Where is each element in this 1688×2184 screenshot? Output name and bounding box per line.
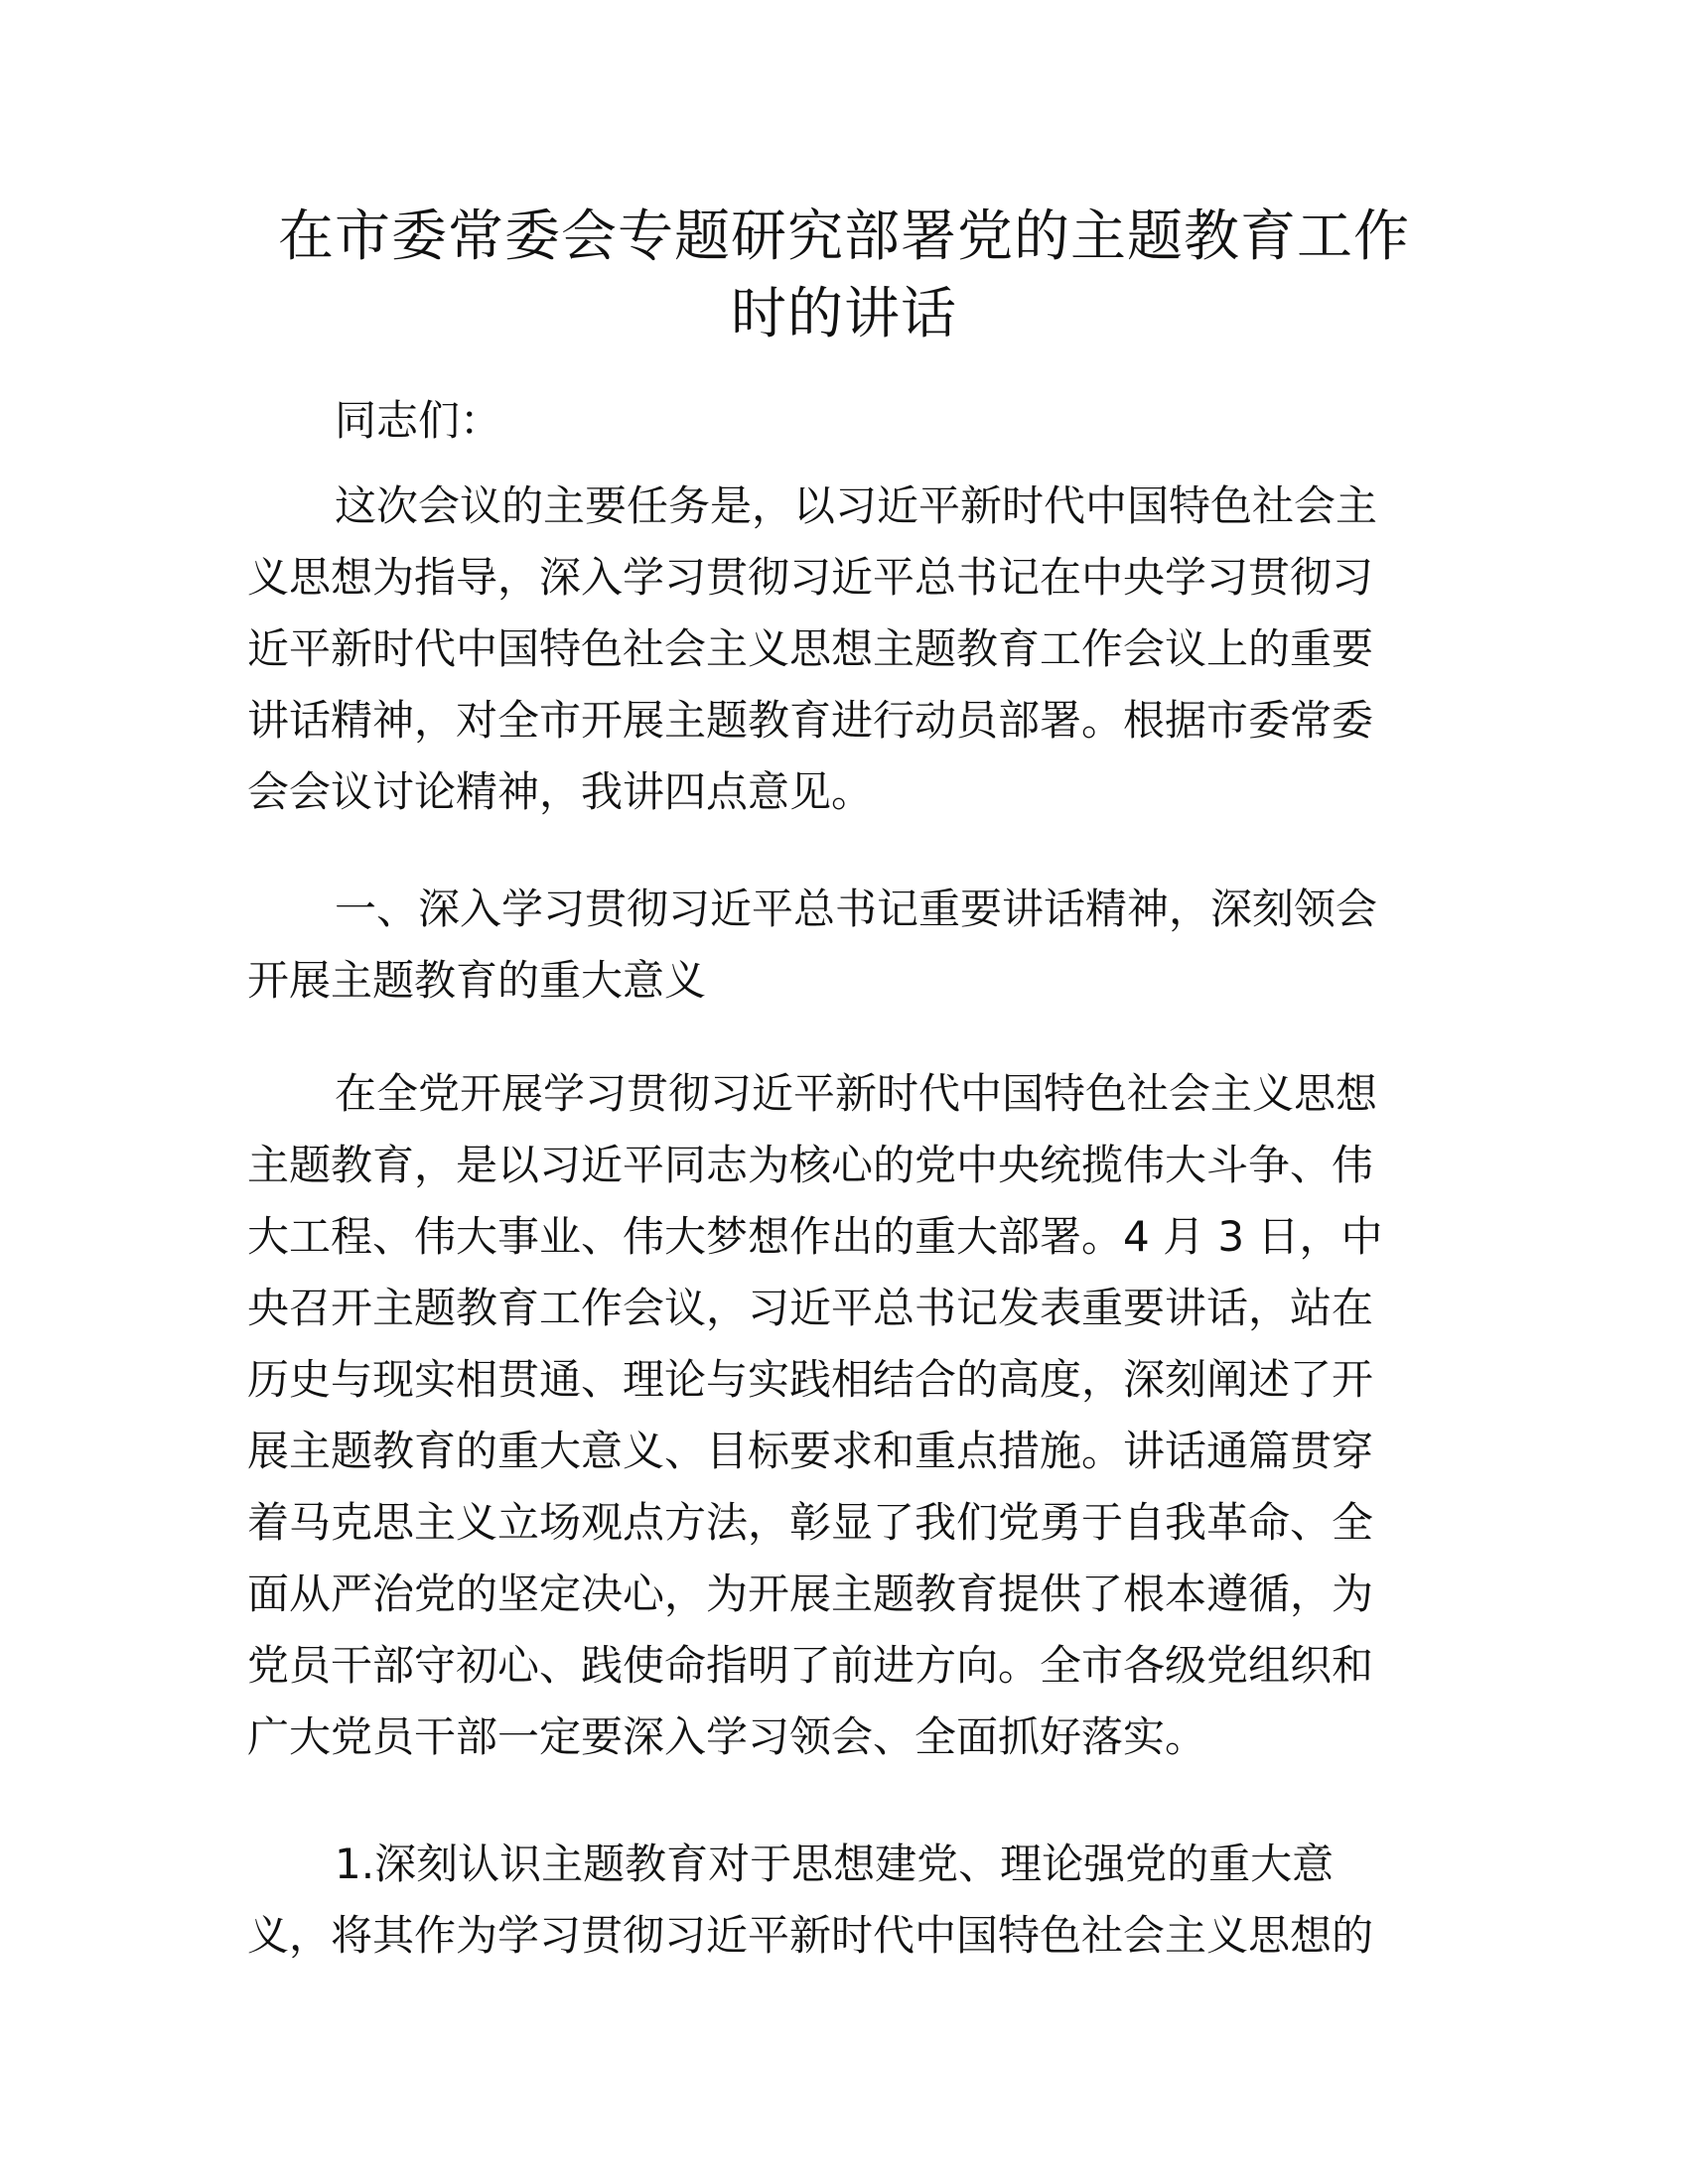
- paragraph-section-1: [247, 1058, 1439, 1773]
- paragraph-line: 义，将其作为学习贯彻习近平新时代中国特色社会主义思想的: [247, 1911, 1374, 1960]
- paragraph-line: 着马克思主义立场观点方法，彰显了我们党勇于自我革命、全: [247, 1498, 1374, 1547]
- salutation-text: 同志们：: [335, 396, 502, 445]
- heading-line: 一、深入学习贯彻习近平总书记重要讲话精神，深刻领会: [335, 885, 1378, 933]
- paragraph-line: 主题教育，是以习近平同志为核心的党中央统揽伟大斗争、伟: [247, 1141, 1374, 1189]
- heading-line: 开展主题教育的重大意义: [247, 956, 707, 1005]
- paragraph-line: 近平新时代中国特色社会主义思想主题教育工作会议上的重要: [247, 624, 1374, 673]
- paragraph-line: 党员干部守初心、践使命指明了前进方向。全市各级党组织和: [247, 1641, 1374, 1690]
- paragraph-line: 广大党员干部一定要深入学习领会、全面抓好落实。: [247, 1712, 1207, 1761]
- title-line-2: 时的讲话: [731, 282, 957, 346]
- document-title: [238, 199, 1450, 353]
- paragraph-line: 央召开主题教育工作会议，习近平总书记发表重要讲话，站在: [247, 1284, 1374, 1332]
- paragraph-line: 这次会议的主要任务是，以习近平新时代中国特色社会主: [335, 481, 1378, 530]
- paragraph-line: 展主题教育的重大意义、目标要求和重点措施。讲话通篇贯穿: [247, 1427, 1374, 1475]
- paragraph-line: 在全党开展学习贯彻习近平新时代中国特色社会主义思想: [335, 1069, 1378, 1118]
- paragraph-line: 义思想为指导，深入学习贯彻习近平总书记在中央学习贯彻习: [247, 553, 1374, 602]
- section-heading-1: [247, 874, 1439, 1017]
- paragraph-line: 大工程、伟大事业、伟大梦想作出的重大部署。4 月 3 日，中: [247, 1212, 1383, 1261]
- paragraph-line: 1.深刻认识主题教育对于思想建党、理论强党的重大意: [335, 1840, 1335, 1888]
- paragraph-line: 会会议讨论精神，我讲四点意见。: [247, 767, 874, 816]
- title-line-1: 在市委常委会专题研究部署党的主题教育工作: [278, 205, 1410, 269]
- salutation: [247, 385, 1439, 457]
- paragraph-line: 讲话精神，对全市开展主题教育进行动员部署。根据市委常委: [247, 696, 1374, 745]
- paragraph-line: 面从严治党的坚定决心，为开展主题教育提供了根本遵循，为: [247, 1570, 1374, 1618]
- subsection-1: [247, 1829, 1439, 1972]
- paragraph-line: 历史与现实相贯通、理论与实践相结合的高度，深刻阐述了开: [247, 1355, 1374, 1404]
- paragraph-intro: [247, 471, 1439, 828]
